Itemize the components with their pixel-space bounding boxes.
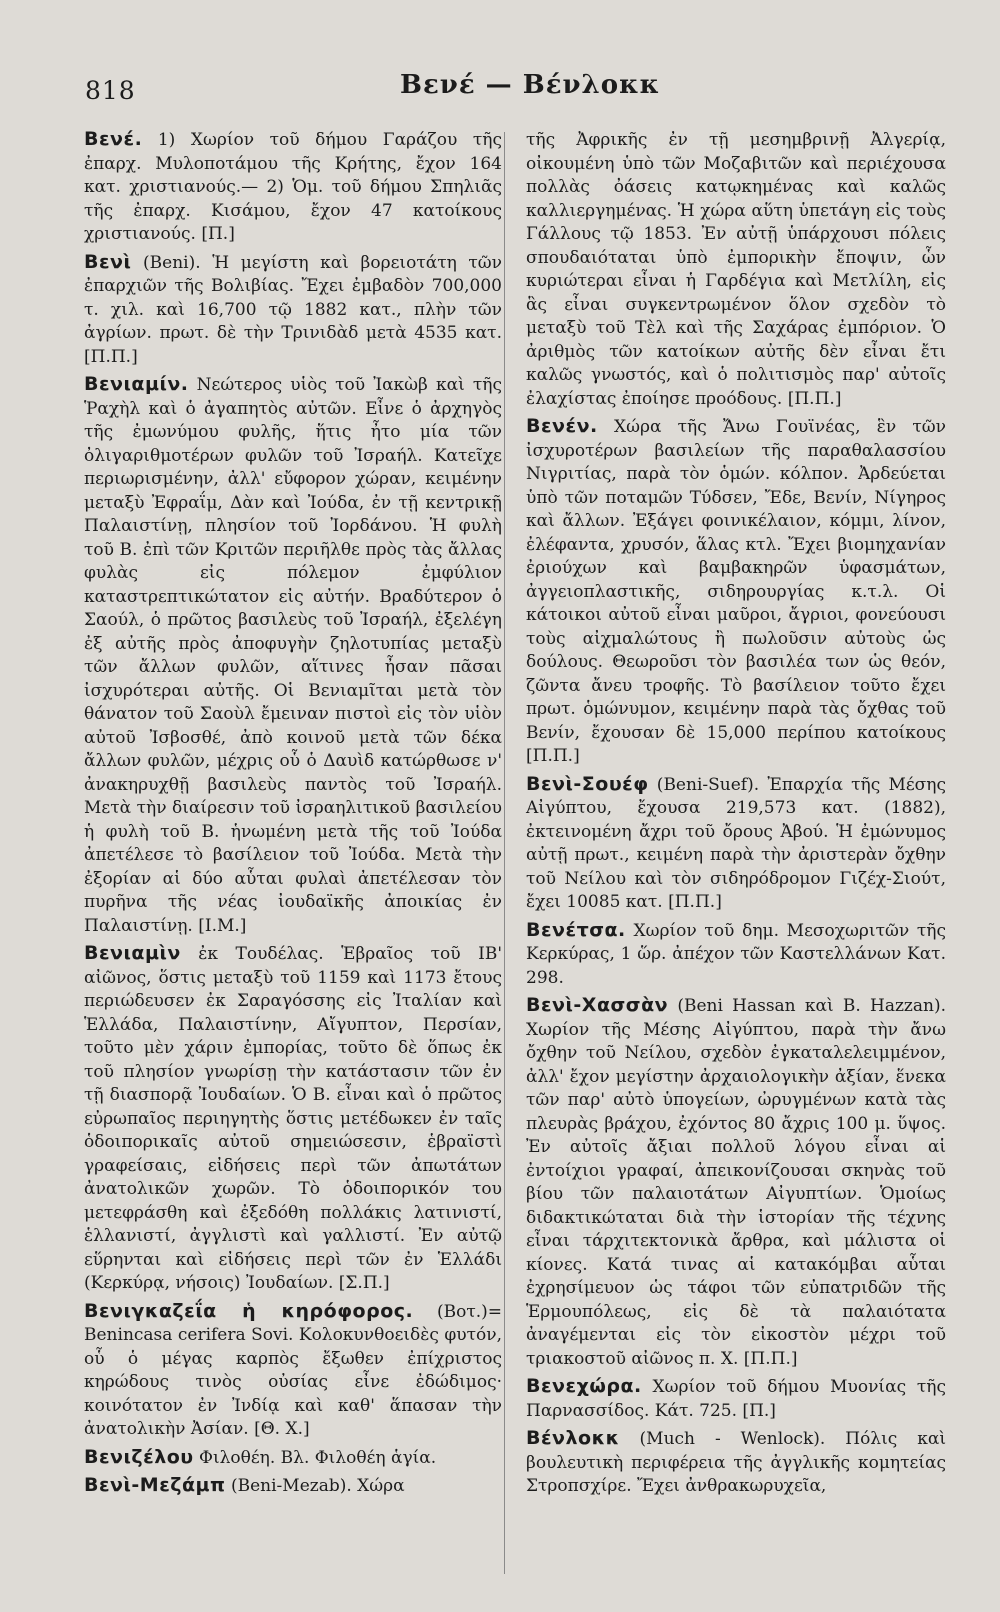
headword: Βενέ. xyxy=(84,128,143,150)
column-divider xyxy=(504,132,505,1574)
headword: Βενιαμὶν xyxy=(84,942,181,964)
headword: Βενιγκαζεΐα ἡ κηρόφορος. xyxy=(84,1299,414,1322)
entry-benechora xyxy=(526,1375,946,1423)
entry-benizelou xyxy=(84,1446,502,1471)
entry-beni xyxy=(84,251,502,370)
entry-text: 1) Χωρίον τοῦ δήμου Γαράζου τῆς ἐπαρχ. Μυλοποτάμου τῆς Κρήτης, ἔχον 164 κατ. χριστιανούς.— 2) Ὁμ. τοῦ δήμου Σπηλιᾶς τῆς ἐπαρχ. Κισάμου, ἔχον 47 κατοίκους χριστιανούς. [Π.] xyxy=(84,130,502,244)
entry-text: Νεώτερος υἱὸς τοῦ Ἰακὼβ καὶ τῆς Ῥαχὴλ καὶ ὁ ἀγαπητὸς αὐτῶν. Εἶνε ὁ ἀρχηγὸς τῆς ἐμωνύμου φυλῆς, ἥτις ἦτο μία τῶν ὀλιγαριθμοτέρων φυλῶν τοῦ Ἰσραήλ. Κατεῖχε περιωρισμένην, ἀλλ' εὔφορον χώραν, κειμένην μεταξὺ Ἐφραΐμ, Δὰν καὶ Ἰούδα, ἐν τῇ κεντρικῇ Παλαιστίνῃ, πλησίον τοῦ Ἰορδάνου. Ἡ φυλὴ τοῦ Β. ἐπὶ τῶν Κριτῶν περιῆλθε πρὸς τὰς ἄλλας φυλὰς εἰς πόλεμον ἐμφύλιον καταστρεπτικώτατον εἰς αὐτήν. Βραδύτερον ὁ Σαούλ, ὁ πρῶτος βασιλεὺς τοῦ Ἰσραήλ, ἐξελέγη ἐξ αὐτῆς πρὸς ἀποφυγὴν ζηλοτυπίας μεταξὺ τῶν ἄλλων φυλῶν, αἵτινες ἦσαν πᾶσαι ἰσχυρότεραι αὐτῆς. Οἱ Βενιαμῖται μετὰ τὸν θάνατον τοῦ Σαοὺλ ἔμειναν πιστοὶ εἰς τὸν υἱὸν αὐτοῦ Ἰσβοσθέ, ἀπὸ κοινοῦ μετὰ τῶν δέκα ἄλλων φυλῶν, μέχρις οὗ ὁ Δαυὶδ κατώρθωσε ν' ἀνακηρυχθῇ βασιλεὺς παντὸς τοῦ Ἰσραήλ. Μετὰ τὴν διαίρεσιν τοῦ ἰσραηλιτικοῦ βασιλείου ἡ φυλὴ τοῦ Β. ἡνωμένη μετὰ τῆς τοῦ Ἰούδα ἀπετέλεσε τὸ βασίλειον τοῦ Ἰούδα. Μετὰ τὴν ἐξορίαν αἱ δύο αὗται φυλαὶ ἀπετέλεσαν τὸν πυρῆνα τῆς νέας ἰουδαϊκῆς ἀποικίας ἐν Παλαιστίνῃ. [Ι.Μ.] xyxy=(84,375,502,936)
entry-text: Φιλοθέη. Βλ. Φιλοθέη ἁγία. xyxy=(193,1447,437,1468)
running-head: Βενέ — Βένλοκκ xyxy=(400,70,661,100)
right-column xyxy=(526,128,946,1503)
entry-text: Χωρίον τοῦ δημ. Μεσοχωριτῶν τῆς Κερκύρας, 1 ὥρ. ἀπέχον τῶν Καστελλάνων Κατ. 298. xyxy=(526,920,946,988)
entry-text: (Βοτ.)= Benincasa cerifera Sovi. Κολοκυνθοειδὲς φυτόν, οὗ ὁ μέγας καρπὸς ἔξωθεν ἐπίχριστος κηρώδους τινὸς οὐσίας εἶνε ἐδώδιμος· κοινότατον ἐν Ἰνδίᾳ καὶ καθ' ἅπασαν τὴν ἀνατολικὴν Ἀσίαν. [Θ. Χ.] xyxy=(84,1301,503,1439)
entry-text: (Beni Hassan καὶ B. Hazzan). Χωρίον τῆς Μέσης Αἰγύπτου, παρὰ τὴν ἄνω ὄχθην τοῦ Νείλου, σχεδὸν ἐγκαταλελειμμένον, ἀλλ' ἔχον μεγίστην ἀρχαιολογικὴν ἀξίαν, ἕνεκα τῶν παρ' αὐτὸ ὑπογείων, ὠρυγμένων κατὰ τὰς πλευρὰς βράχου, ἐχόντος 80 ἄχρις 100 μ. ὕψος. Ἐν αὐτοῖς ἄξιαι πολλοῦ λόγου εἶναι αἱ ἐντοίχιοι γραφαί, ἀπεικονίζουσαι σκηνὰς τοῦ βίου τῶν παλαιοτάτων Αἰγυπτίων. Ὁμοίως διδακτικώταται διὰ τὴν ἱστορίαν τῆς τέχνης εἶναι τάρχιτεκτονικὰ ἄρθρα, καὶ μάλιστα οἱ κίονες. Κατά τινας αἱ κατακόμβαι αὗται ἐχρησίμευον ὡς τάφοι τῶν εὐπατριδῶν τῆς Ἑρμουπόλεως, εἰς δὲ τὰ παλαιότατα ἀναγέμενται εἰς τὸν εἰκοστὸν μέχρι τοῦ τριακοστοῦ αἰῶνος π. Χ. [Π.Π.] xyxy=(526,996,946,1369)
entry-wenlock xyxy=(526,1427,946,1499)
headword: Βένλοκκ xyxy=(526,1427,620,1449)
entry-text: Χωρίον τοῦ δήμου Μυονίας τῆς Παρνασσίδος. Κάτ. 725. [Π.] xyxy=(526,1377,946,1421)
entry-benen xyxy=(526,415,946,769)
entry-benetsa xyxy=(526,919,946,991)
headword: Βενεχώρα. xyxy=(526,1375,642,1397)
headword: Βενέτσα. xyxy=(526,918,626,941)
page-number: 818 xyxy=(85,76,136,105)
headword: Βενὶ-Χασσὰν xyxy=(526,994,669,1016)
entry-beni-mezab-continued xyxy=(526,128,946,411)
entry-benincasa xyxy=(84,1300,502,1442)
entry-text: ἐκ Τουδέλας. Ἑβραῖος τοῦ ΙΒ' αἰῶνος, ὅστις μεταξὺ τοῦ 1159 καὶ 1173 ἔτους περιώδευσεν ἐκ Σαραγόσσης εἰς Ἰταλίαν καὶ Ἑλλάδα, Παλαιστίνην, Αἴγυπτον, Περσίαν, τοῦτο μὲν χάριν ἐμπορίας, τοῦτο δὲ ὅπως ἐκ τοῦ πλησίον γνωρίσῃ τὴν κατάστασιν τῶν ἐν τῇ διασπορᾷ Ἰουδαίων. Ὁ Β. εἶναι καὶ ὁ πρῶτος εὐρωπαῖος περιηγητὴς ὅστις μετέδωκεν ἐν ταῖς ὁδοιπορικαῖς αὐτοῦ σημειώσεσιν, ἑβραϊστὶ γραφείσαις, εἰδήσεις περὶ τῶν ἀπωτάτων ἀνατολικῶν χωρῶν. Τὸ ὁδοιπορικόν του μετεφράσθη καὶ ἐξεδόθη πολλάκις λατινιστί, ἑλλανιστί, ἀγγλιστὶ καὶ γαλλιστί. Ἐν αὐτῷ εὕρηνται καὶ εἰδήσεις περὶ τῶν ἐν Ἑλλάδι (Κερκύρᾳ, νήσοις) Ἰουδαίων. [Σ.Π.] xyxy=(84,944,502,1293)
entry-beniamin xyxy=(84,373,502,938)
entry-beni-hassan xyxy=(526,994,946,1371)
entry-bene xyxy=(84,128,502,247)
entry-text: τῆς Ἀφρικῆς ἐν τῇ μεσημβρινῇ Ἀλγερίᾳ, οἰκουμένη ὑπὸ τῶν Μοζαβιτῶν καὶ περιέχουσα πολλὰς ὀάσεις κατῳκημένας καὶ καλῶς καλλιεργημένας. Ἡ χώρα αὕτη ὑπετάγη εἰς τοὺς Γάλλους τῷ 1853. Ἐν αὐτῇ ὑπάρχουσι πόλεις σπουδαιόταται ὑπὸ ἐμπορικὴν ἔποψιν, ὧν κυριώτεραι εἶναι ἡ Γαρδέγια καὶ Μετλίλη, εἰς ἃς εἶναι συγκεντρωμένον ὅλον σχεδὸν τὸ μεταξὺ τοῦ Τὲλ καὶ τῆς Σαχάρας ἐμπόριον. Ὁ ἀριθμὸς τῶν κατοίκων αὐτῆς δὲν εἶναι ἔτι καλῶς γνωστός, καὶ ὁ πολιτισμὸς παρ' αὐτοῖς ἐλαχίστας ἐποίησε προόδους. [Π.Π.] xyxy=(526,130,946,409)
entry-text: (Beni). Ἡ μεγίστη καὶ βορειοτάτη τῶν ἐπαρχιῶν τῆς Βολιβίας. Ἔχει ἐμβαδὸν 700,000 τ. χιλ. καὶ 16,700 τῷ 1882 κατ., πλὴν τῶν ἀγρίων. πρωτ. δὲ τὴν Τρινιδὰδ μετὰ 4535 κατ. [Π.Π.] xyxy=(84,252,502,367)
entry-text: (Beni-Mezab). Χώρα xyxy=(225,1476,405,1496)
entry-text: Χώρα τῆς Ἄνω Γουϊνέας, ἓν τῶν ἰσχυροτέρων βασιλείων τῆς παραθαλασσίου Νιγριτίας, παρὰ τὸν ὁμών. κόλπον. Ἀρδεύεται ὑπὸ τῶν ποταμῶν Τύδσεν, Ἔδε, Βενίν, Νίγηρος καὶ ἄλλων. Ἐξάγει φοινικέλαιον, κόμμι, λίνον, ἐλέφαντα, χρυσόν, ἅλας κτλ. Ἔχει βιομηχανίαν ἐριούχων καὶ βαμβακηρῶν ὑφασμάτων, ἀγγειοπλαστικῆς, σιδηρουργίας κ.τ.λ. Οἱ κάτοικοι αὐτοῦ εἶναι μαῦροι, ἄγριοι, φονεύουσι τοὺς αἰχμαλώτους ἢ πωλοῦσιν αὐτοὺς ὡς δούλους. Θεωροῦσι τὸν βασιλέα των ὡς θεόν, ζῶντα ἄνευ τροφῆς. Τὸ βασίλειον τοῦτο ἔχει πρωτ. ὁμώνυμον, κειμένην παρὰ τὰς ὄχθας τοῦ Βενίν, ἔχουσαν δὲ 15,000 περίπου κατοίκους [Π.Π.] xyxy=(526,417,946,766)
left-column xyxy=(84,128,502,1503)
headword: Βενὶ-Μεζάμπ xyxy=(84,1474,226,1496)
headword: Βενὶ-Σουέφ xyxy=(526,772,649,795)
entry-beni-mezab xyxy=(84,1474,502,1499)
entry-text: (Beni-Suef). Ἐπαρχία τῆς Μέσης Αἰγύπτου, ἔχουσα 219,573 κατ. (1882), ἐκτεινομένη ἄχρι τοῦ ὄρους Ἀβού. Ἡ ἐμώνυμος αὐτῇ πρωτ., κειμένη παρὰ τὴν ἀριστερὰν ὄχθην τοῦ Νείλου καὶ τὸν σιδηρόδρομον Γιζέχ-Σιούτ, ἔχει 10085 κατ. [Π.Π.] xyxy=(526,774,946,912)
headword: Βενιζέλου xyxy=(84,1445,194,1468)
headword: Βενὶ xyxy=(84,250,132,273)
entry-text: (Much - Wenlock). Πόλις καὶ βουλευτικὴ περιφέρεια τῆς ἀγγλικῆς κομητείας Στροπσχίρε. Ἔχει ἀνθρακωρυχεῖα, xyxy=(526,1429,946,1496)
entry-beni-suef xyxy=(526,773,946,915)
headword: Βενιαμίν. xyxy=(84,373,189,395)
entry-beniamin-tudela xyxy=(84,942,502,1296)
headword: Βενέν. xyxy=(526,415,598,437)
